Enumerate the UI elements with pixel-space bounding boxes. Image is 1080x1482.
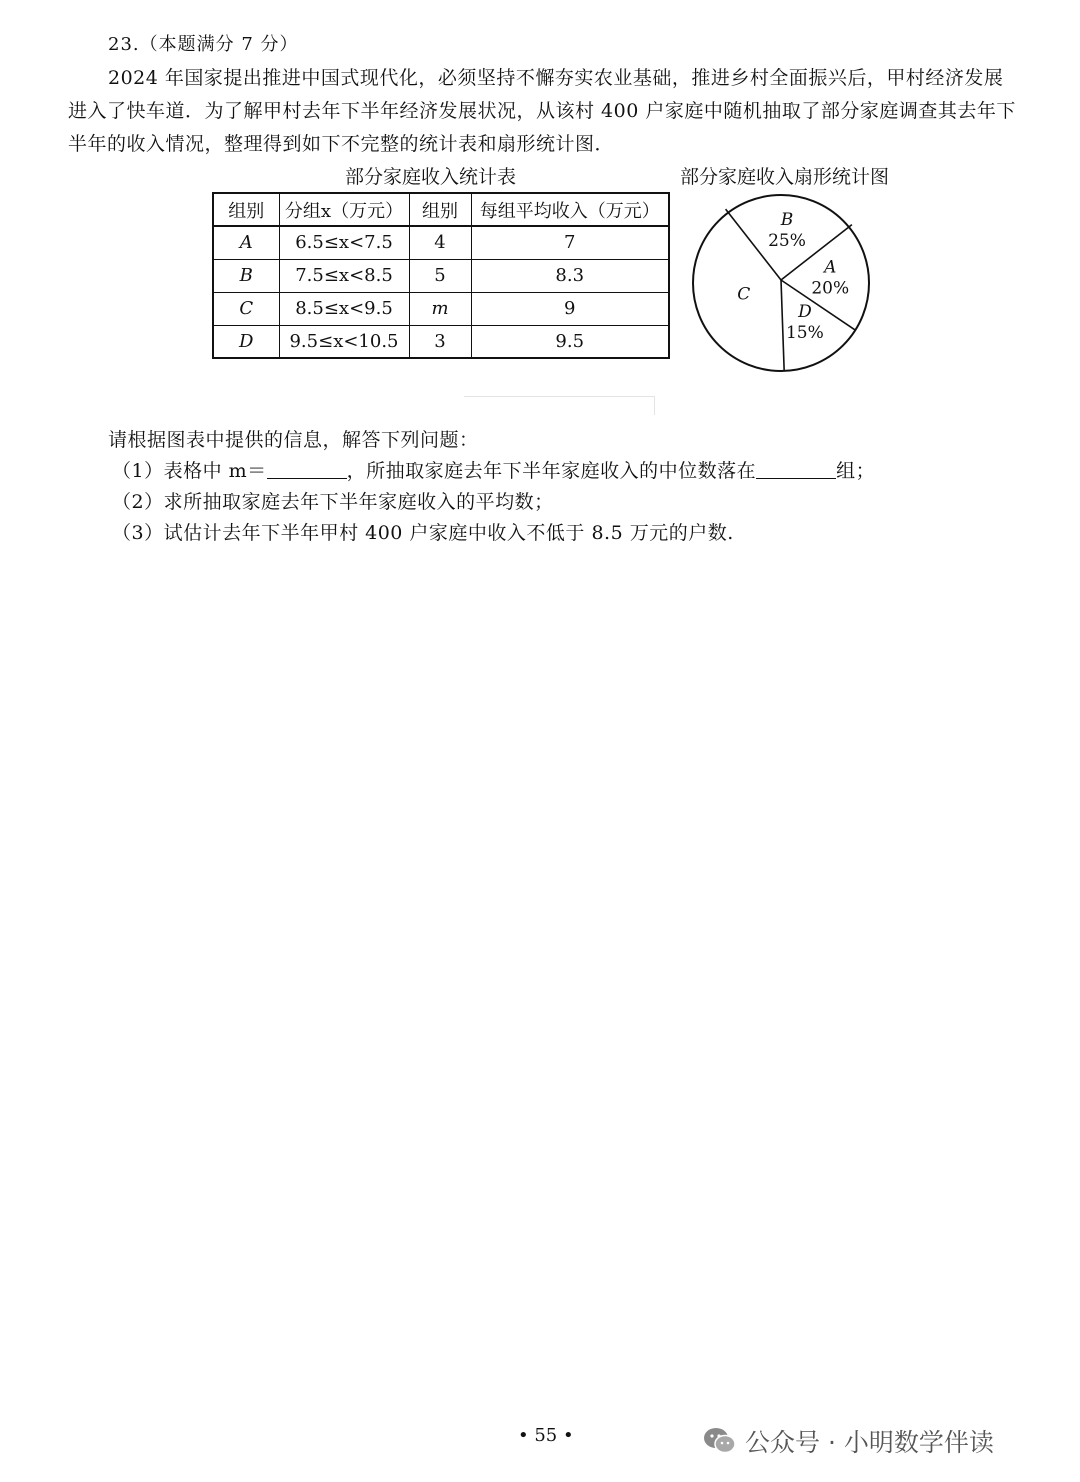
header-group: 组别 bbox=[213, 193, 279, 226]
watermark-text: 公众号 · 小明数学伴读 bbox=[745, 1428, 994, 1457]
answer-blank-group[interactable] bbox=[756, 460, 836, 479]
income-table bbox=[212, 192, 670, 359]
header-count: 组别 bbox=[409, 193, 471, 226]
pie-slice-label: D bbox=[798, 302, 812, 323]
scan-artifact bbox=[464, 396, 655, 415]
pie-slice-percent: 15% bbox=[785, 323, 824, 344]
table-caption: 部分家庭收入统计表 bbox=[345, 166, 517, 188]
pie-slice-percent: 20% bbox=[811, 278, 850, 299]
q1-part-b: ，所抽取家庭去年下半年家庭收入的中位数落在 bbox=[346, 460, 757, 482]
answer-blank-m[interactable] bbox=[267, 460, 347, 479]
table-row bbox=[213, 325, 669, 358]
cell-count: 3 bbox=[409, 325, 471, 358]
question-paragraph bbox=[68, 62, 1018, 161]
cell-avg: 8.3 bbox=[471, 259, 669, 292]
question-text: 2024 年国家提出推进中国式现代化，必须坚持不懈夯实农业基础，推进乡村全面振兴后，甲村经济发展进入了快车道．为了解甲村去年下半年经济发展状况，从该村 400 户家庭中随机抽取了部分家庭调查其去年下半年的收入情况，整理得到如下不完整的统计表和扇形统计图． bbox=[68, 67, 1016, 155]
question-2: （2）求所抽取家庭去年下半年家庭收入的平均数； bbox=[112, 491, 554, 513]
table-row bbox=[213, 259, 669, 292]
cell-range: 9.5≤x<10.5 bbox=[279, 325, 409, 358]
cell-range: 7.5≤x<8.5 bbox=[279, 259, 409, 292]
cell-count: 5 bbox=[409, 259, 471, 292]
q1-part-c: 组； bbox=[836, 460, 876, 482]
cell-avg: 7 bbox=[471, 226, 669, 259]
pie-slice-boundary bbox=[781, 280, 784, 370]
question-heading: 23.（本题满分 7 分） bbox=[108, 34, 299, 55]
wechat-icon bbox=[703, 1426, 737, 1456]
cell-avg: 9 bbox=[471, 292, 669, 325]
table-header-row bbox=[213, 193, 669, 226]
q1-part-a: （1）表格中 m＝ bbox=[112, 460, 267, 482]
cell-range: 6.5≤x<7.5 bbox=[279, 226, 409, 259]
cell-group: C bbox=[213, 292, 279, 325]
cell-group: B bbox=[213, 259, 279, 292]
table-row bbox=[213, 226, 669, 259]
cell-count: 4 bbox=[409, 226, 471, 259]
page-number: • 55 • bbox=[518, 1425, 574, 1446]
pie-slice-percent: 25% bbox=[768, 231, 806, 252]
cell-avg: 9.5 bbox=[471, 325, 669, 358]
question-1 bbox=[112, 456, 875, 483]
pie-slice-label: C bbox=[737, 284, 751, 305]
cell-group: D bbox=[213, 325, 279, 358]
pie-caption: 部分家庭收入扇形统计图 bbox=[680, 166, 890, 188]
questions-intro: 请根据图表中提供的信息，解答下列问题： bbox=[108, 429, 479, 451]
pie-slice-label: B bbox=[780, 210, 794, 231]
watermark bbox=[703, 1423, 994, 1459]
cell-group: A bbox=[213, 226, 279, 259]
header-avg: 每组平均收入（万元） bbox=[471, 193, 669, 226]
question-3: （3）试估计去年下半年甲村 400 户家庭中收入不低于 8.5 万元的户数. bbox=[112, 522, 734, 544]
cell-range: 8.5≤x<9.5 bbox=[279, 292, 409, 325]
header-range: 分组x（万元） bbox=[279, 193, 409, 226]
cell-count: m bbox=[409, 292, 471, 325]
pie-slice-label: A bbox=[824, 257, 837, 278]
pie-chart bbox=[688, 190, 874, 376]
table-row bbox=[213, 292, 669, 325]
